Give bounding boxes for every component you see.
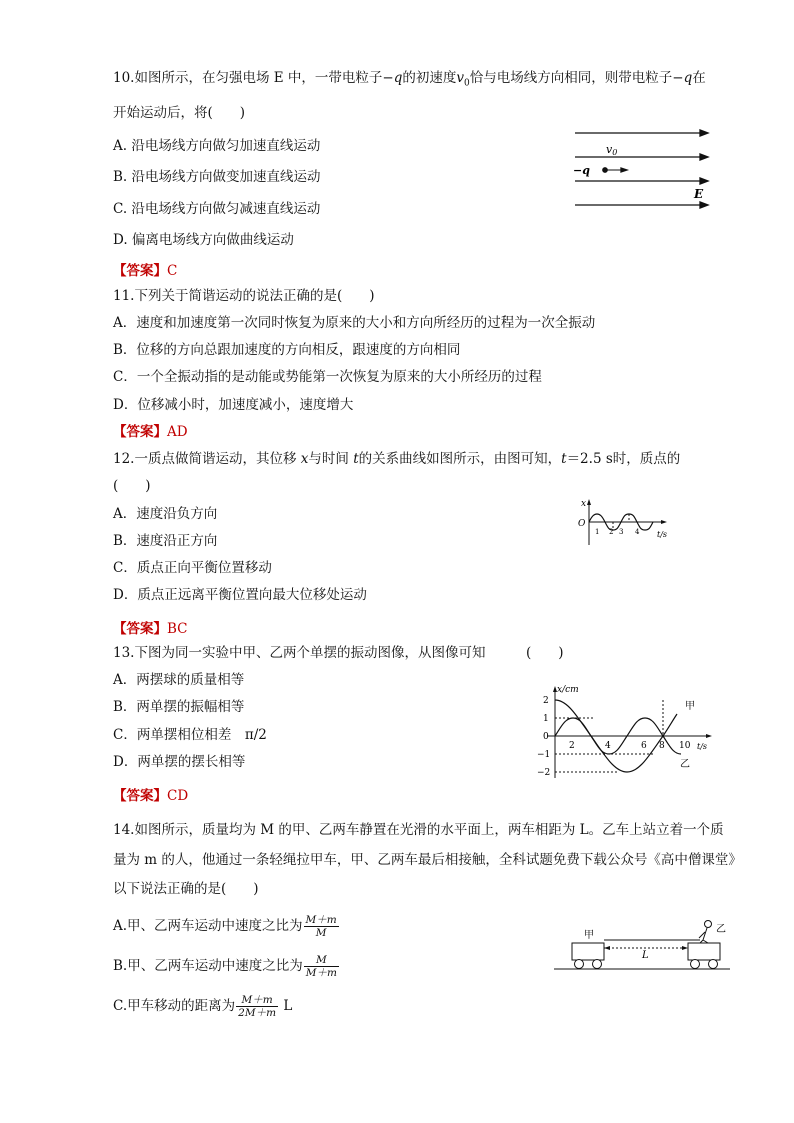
q14-option-c — [113, 990, 292, 1022]
q12-option-d: D．质点正远离平衡位置向最大位移处运动 — [113, 587, 367, 603]
y-tick-label: 2 — [543, 696, 549, 706]
y-tick-label: −2 — [537, 768, 551, 778]
q10-answer — [113, 262, 177, 280]
q14-stem-line2: 量为 m 的人，他通过一条轻绳拉甲车，甲、乙两车最后相接触，全科试题免费下载公众号《高中僧课堂》 — [113, 852, 742, 868]
fraction — [236, 994, 278, 1019]
q12-option-a: A．速度沿负方向 — [113, 506, 218, 522]
q12-option-b: B．速度沿正方向 — [113, 533, 218, 549]
fraction-numerator: M — [304, 954, 339, 967]
tick-label: 2 — [609, 528, 614, 536]
answer-value: C — [167, 263, 178, 279]
answer-value: BC — [167, 621, 188, 637]
q10-option-c: C. 沿电场线方向做匀减速直线运动 — [113, 201, 321, 217]
y-axis-label: x/cm — [557, 685, 579, 695]
x-axis-label: t/s — [657, 530, 668, 539]
q13-option-a: A．两摆球的质量相等 — [113, 672, 245, 688]
cart-a-label: 甲 — [584, 930, 594, 941]
q12-answer — [113, 620, 188, 638]
arrowhead — [604, 946, 610, 950]
series-b-label: 乙 — [680, 759, 690, 770]
q11-answer — [113, 423, 188, 441]
q10-option-d: D. 偏离电场线方向做曲线运动 — [113, 232, 294, 248]
q10-field-figure — [570, 125, 715, 215]
q13-pendulum-graph — [535, 683, 715, 783]
q11-option-c: C．一个全振动指的是动能或势能第一次恢复为原来的大小所经历的过程 — [113, 369, 542, 385]
q12-stem-c: 的关系曲线如图所示，由图可知， — [358, 451, 562, 467]
x-tick-label: 8 — [659, 741, 665, 751]
q14-option-a — [113, 910, 340, 942]
y-tick-label: 1 — [543, 714, 549, 724]
y-tick-label: −1 — [537, 750, 551, 760]
q10-stem-c: 恰与电场线方向相同，则带电粒子 — [469, 70, 673, 86]
fraction-denominator: M — [315, 927, 327, 939]
cart-b-wheel — [709, 960, 718, 969]
q12-stem-d: ＝2.5 s时，质点的 — [566, 451, 681, 467]
person-head — [705, 921, 712, 928]
q12-var-t2: t — [561, 451, 567, 467]
q12-stem-a: 12.一质点做简谐运动，其位移 — [113, 451, 301, 467]
x-tick-label: 2 — [569, 741, 575, 751]
q12-stem-b: 与时间 — [308, 451, 354, 467]
y-axis-label: x — [581, 499, 587, 509]
q14-carts-figure — [552, 918, 732, 974]
origin-label: O — [578, 519, 586, 529]
answer-label: 【答案】 — [113, 621, 167, 637]
answer-label: 【答案】 — [113, 424, 167, 440]
q11-option-a: A．速度和加速度第一次同时恢复为原来的大小和方向所经历的过程为一次全振动 — [113, 315, 596, 331]
tick-label: 4 — [635, 528, 640, 536]
q10-stem-line1 — [113, 69, 706, 93]
x-tick-label: 10 — [679, 741, 691, 751]
q10-stem-d: 在 — [692, 70, 706, 86]
q10-v0-sub: 0 — [464, 78, 470, 89]
arrowhead — [700, 154, 708, 160]
arrowhead — [700, 130, 708, 136]
answer-value: CD — [167, 788, 189, 804]
q10-stem-a: 如图所示，在匀强电场 E 中，一带电粒子 — [134, 70, 383, 86]
fraction — [304, 914, 339, 939]
q11-stem: 11.下列关于简谐运动的说法正确的是( ) — [113, 288, 375, 304]
fraction-numerator: M＋m — [305, 914, 337, 926]
q12-xt-graph — [573, 497, 673, 549]
tick-label: 3 — [619, 528, 624, 536]
cart-a-wheel — [575, 960, 584, 969]
cart-a-wheel — [593, 960, 602, 969]
fraction-denominator: 2M＋m — [238, 1007, 277, 1019]
q10-charge-2: −q — [672, 70, 693, 86]
q13-stem: 13.下图为同一实验中甲、乙两个单摆的振动图像，从图像可知 ( ) — [113, 645, 564, 661]
arrowhead — [700, 202, 708, 208]
x-tick-label: 6 — [641, 741, 647, 751]
x-axis-label: t/s — [697, 742, 708, 751]
q10-stem-b: 的初速度 — [402, 70, 457, 86]
q13-option-b: B．两单摆的振幅相等 — [113, 699, 245, 715]
q14-option-c-text: C.甲车移动的距离为 — [113, 998, 236, 1014]
x-tick-label: 4 — [605, 741, 611, 751]
q14-option-b — [113, 950, 340, 982]
q10-v0: v — [456, 70, 465, 86]
q12-stem-line1 — [113, 450, 680, 468]
cart-b-body — [688, 943, 720, 960]
tick-label: 1 — [595, 528, 600, 536]
q10-stem-line2: 开始运动后，将( ) — [113, 105, 246, 121]
cart-b-label: 乙 — [716, 924, 726, 935]
fig-charge-label: −q — [573, 164, 590, 177]
fig-v0-label: v0 — [606, 143, 618, 157]
arrowhead — [700, 178, 708, 184]
arrowhead — [587, 499, 591, 505]
q13-answer — [113, 787, 188, 805]
q13-option-c: C．两单摆相位相差 π/2 — [113, 727, 267, 743]
q11-option-d: D．位移减小时，加速度减小，速度增大 — [113, 397, 354, 413]
q14-option-b-text: B.甲、乙两车运动中速度之比为 — [113, 958, 303, 974]
q14-option-c-tail: L — [279, 998, 293, 1014]
cart-a-body — [572, 943, 604, 960]
arrowhead — [706, 734, 712, 738]
q11-option-b: B．位移的方向总跟加速度的方向相反，跟速度的方向相同 — [113, 342, 461, 358]
q10-charge: −q — [382, 70, 403, 86]
q10-option-b: B. 沿电场线方向做变加速直线运动 — [113, 169, 321, 185]
answer-label: 【答案】 — [113, 788, 167, 804]
q12-var-t: t — [353, 451, 359, 467]
distance-label: L — [642, 950, 649, 961]
q14-stem-line1: 14.如图所示，质量均为 M 的甲、乙两车静置在光滑的水平面上，两车相距为 L。乙车上站立着一个质 — [113, 822, 724, 838]
q14-option-a-text: A.甲、乙两车运动中速度之比为 — [113, 918, 303, 934]
fig-field-label: E — [694, 187, 704, 201]
q12-option-c: C．质点正向平衡位置移动 — [113, 560, 272, 576]
series-a-label: 甲 — [685, 701, 695, 712]
arrowhead — [682, 946, 688, 950]
q12-var-x: x — [300, 451, 309, 467]
arrowhead — [621, 168, 627, 172]
q14-stem-line3: 以下说法正确的是( ) — [113, 881, 259, 897]
cart-b-wheel — [691, 960, 700, 969]
q10-number: 10. — [113, 70, 135, 86]
arrowhead — [661, 520, 667, 524]
answer-value: AD — [167, 424, 188, 440]
fraction-denominator: M＋m — [305, 967, 337, 979]
q12-stem-line2: ( ) — [113, 478, 151, 494]
answer-label: 【答案】 — [113, 263, 167, 279]
q13-option-d: D．两单摆的摆长相等 — [113, 754, 246, 770]
y-tick-label: 0 — [543, 732, 549, 742]
fraction — [304, 954, 339, 979]
fraction-numerator: M＋m — [236, 994, 278, 1007]
q10-option-a: A. 沿电场线方向做匀加速直线运动 — [113, 138, 321, 154]
